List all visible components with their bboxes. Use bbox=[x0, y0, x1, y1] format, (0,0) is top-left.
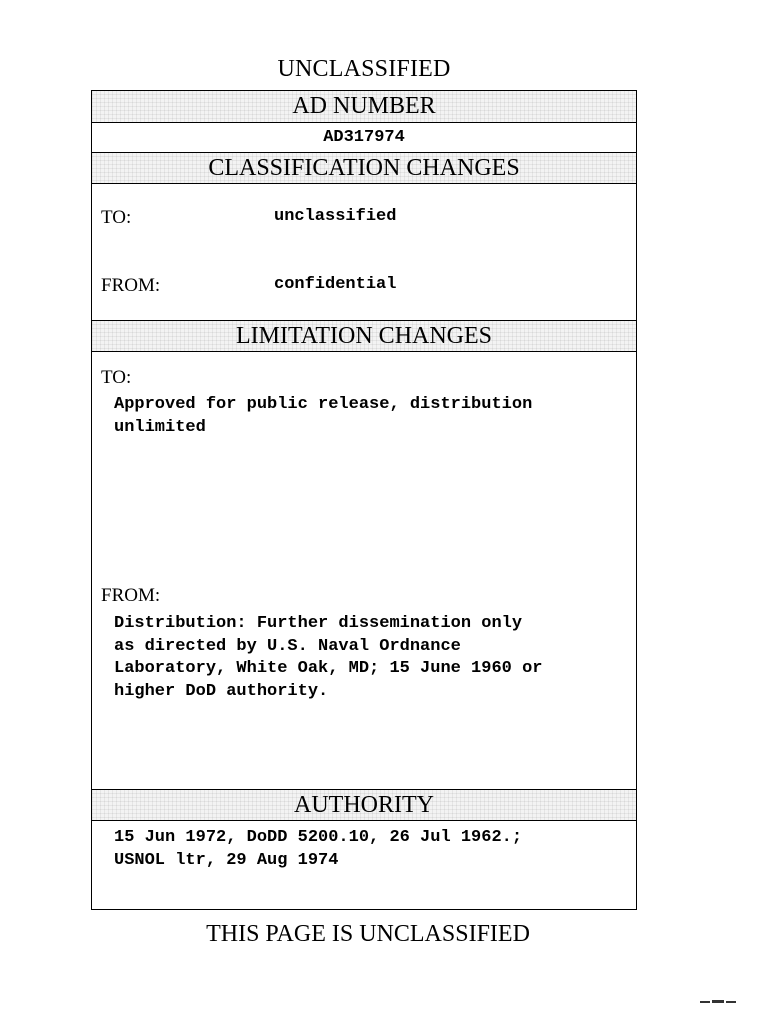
ad-form bbox=[91, 90, 637, 910]
ad-number-value: AD317974 bbox=[323, 128, 405, 147]
classification-banner-top: UNCLASSIFIED bbox=[277, 56, 451, 82]
classification-to-value: unclassified bbox=[274, 207, 397, 226]
classification-from-value: confidential bbox=[274, 275, 397, 294]
limitation-to-value: Approved for public release, distribution unlimited bbox=[114, 395, 533, 437]
authority-value: 15 Jun 1972, DoDD 5200.10, 26 Jul 1962.; USNOL ltr, 29 Aug 1974 bbox=[114, 828, 523, 870]
scan-mark bbox=[700, 1000, 736, 1004]
authority-heading: AUTHORITY bbox=[92, 789, 636, 821]
limitation-from-value: Distribution: Further dissemination only as directed by U.S. Naval Ordnance Laboratory, White Oak, MD; 15 June 1960 or higher DoD authority. bbox=[114, 614, 543, 701]
classification-banner-bottom: THIS PAGE IS UNCLASSIFIED bbox=[206, 921, 530, 947]
ad-number-heading: AD NUMBER bbox=[92, 91, 636, 123]
limitation-to-label: TO: bbox=[101, 367, 132, 388]
limitation-from-label: FROM: bbox=[101, 585, 161, 606]
classification-changes-heading: CLASSIFICATION CHANGES bbox=[92, 152, 636, 184]
classification-from-label: FROM: bbox=[101, 275, 161, 296]
limitation-changes-heading: LIMITATION CHANGES bbox=[92, 320, 636, 352]
classification-to-label: TO: bbox=[101, 207, 132, 228]
